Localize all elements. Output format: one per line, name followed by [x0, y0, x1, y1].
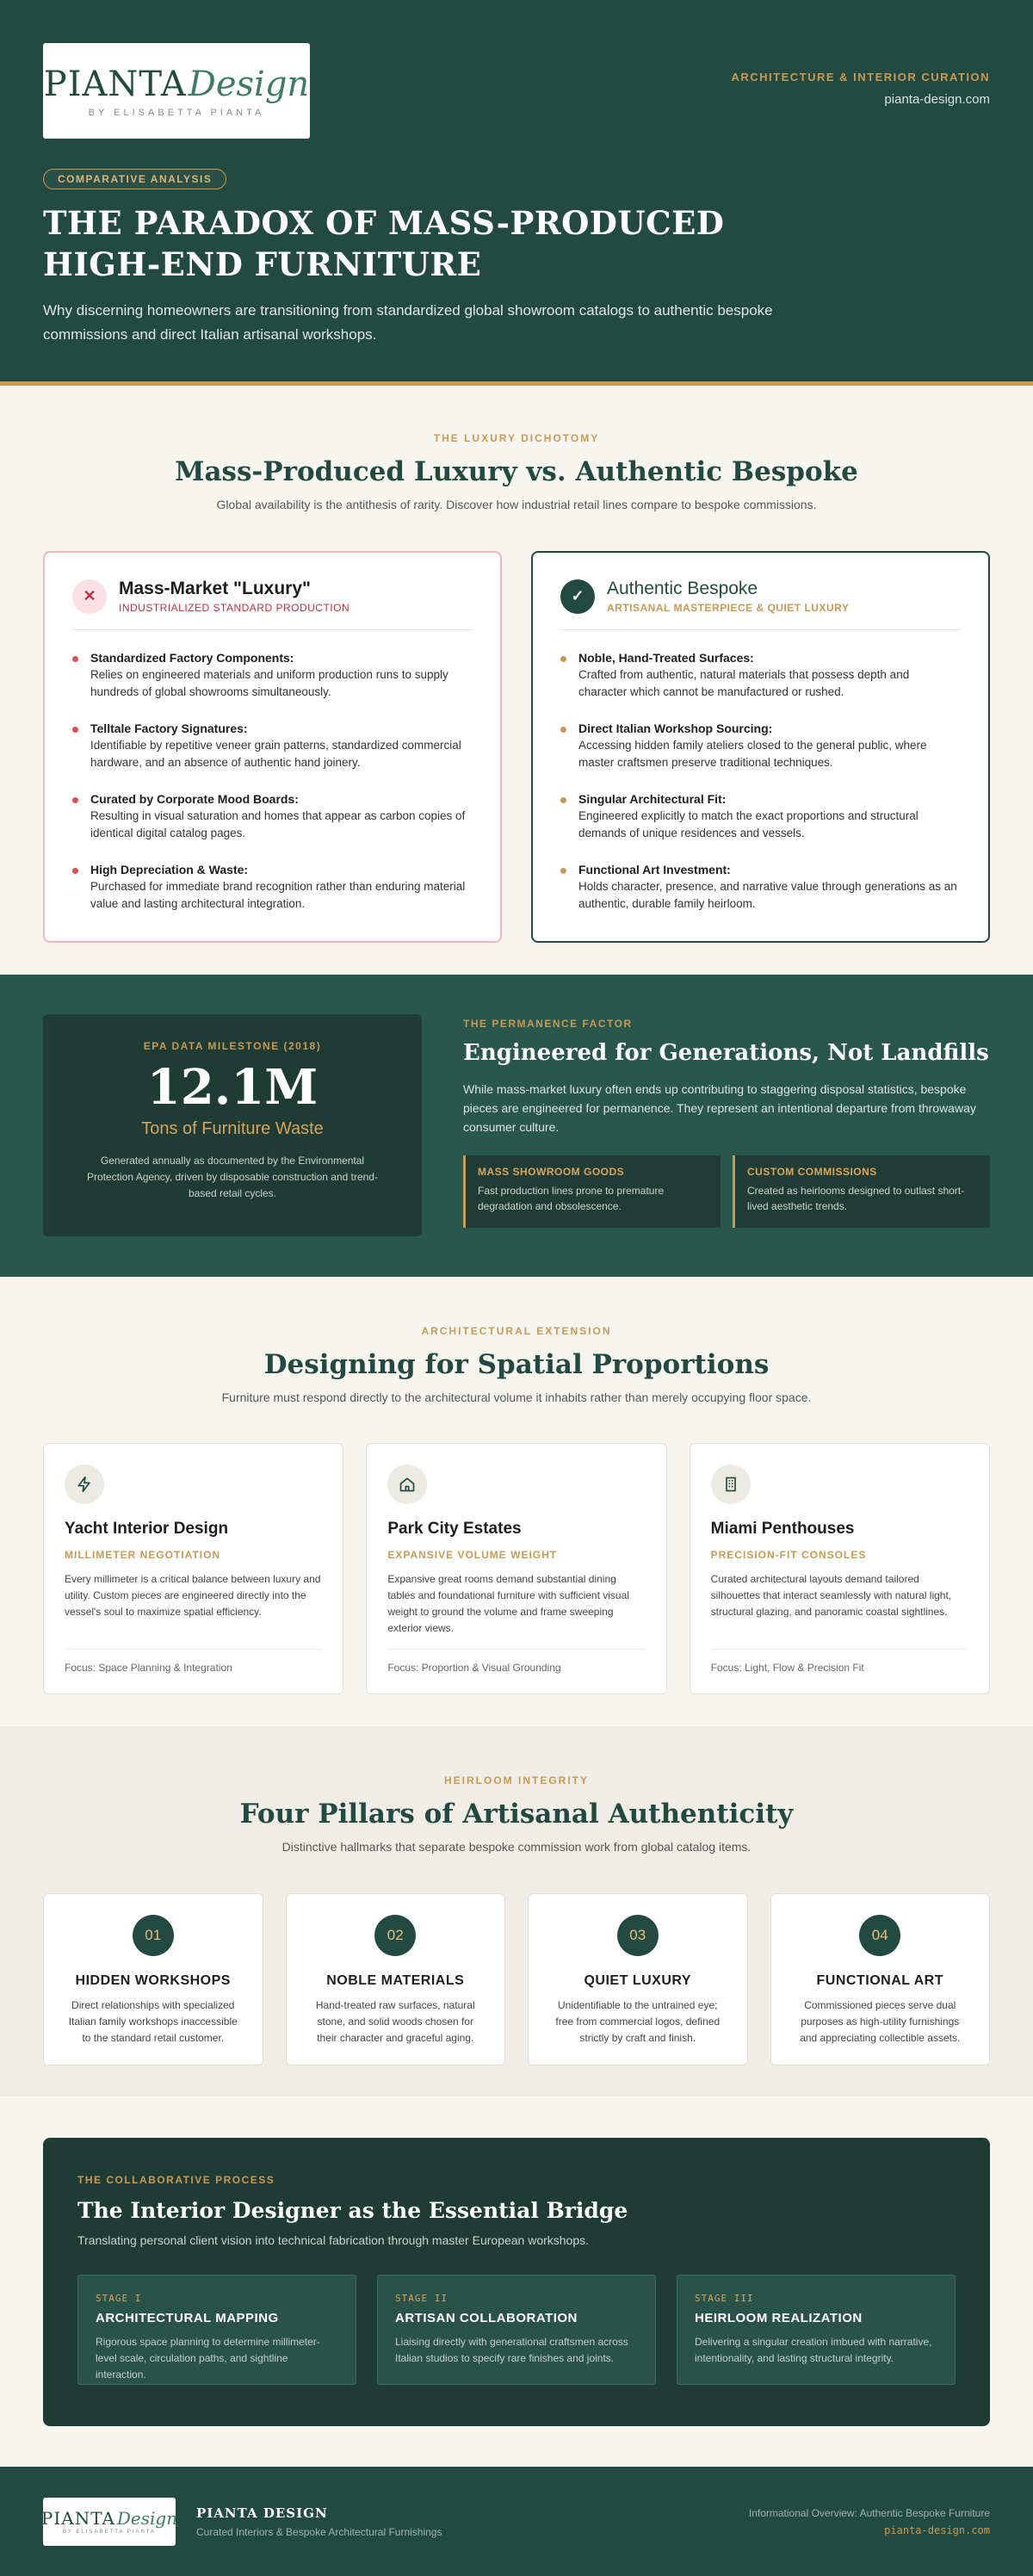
section-eyebrow: HEIRLOOM INTEGRITY [444, 1774, 589, 1786]
pillar-desc: Direct relationships with specialized Italian family workshops inaccessible to the standard retail customer. [68, 1999, 238, 2044]
stage-list [77, 2275, 956, 2385]
pillar-card [528, 1893, 748, 2065]
header-site-link[interactable]: pianta-design.com [884, 92, 990, 107]
permanence-content [463, 1014, 990, 1277]
mass-goods-box [463, 1155, 721, 1228]
header-tagline: ARCHITECTURE & INTERIOR CURATION [731, 71, 990, 84]
point-title: High Depreciation & Waste: [90, 863, 249, 876]
process-panel [43, 2138, 990, 2426]
logo-script: Design [188, 64, 310, 104]
card-focus: Focus: Space Planning & Integration [65, 1649, 322, 1674]
card-title: Yacht Interior Design [65, 1520, 229, 1538]
penthouse-card [690, 1443, 990, 1694]
point-desc: Relies on engineered materials and uniform production runs to supply hundreds of global showrooms simultaneously. [90, 668, 448, 698]
process-section [0, 2096, 1033, 2467]
stage-title: ARTISAN COLLABORATION [395, 2311, 578, 2325]
card-subtitle: PRECISION-FIT CONSOLES [710, 1549, 867, 1561]
stage-number: STAGE II [395, 2293, 448, 2304]
bullet-dot-icon [560, 727, 566, 733]
box-desc: Fast production lines prone to premature degradation and obsolescence. [478, 1185, 665, 1212]
spatial-section [0, 1277, 1033, 1726]
section-subtitle: Global availability is the antithesis of rarity. Discover how industrial retail lines compare to bespoke commissions. [216, 498, 817, 511]
header-meta [731, 71, 990, 107]
stage-desc: Delivering a singular creation imbued with narrative, intentionality, and lasting structural integrity. [695, 2336, 932, 2364]
logo-script: Design [116, 2508, 178, 2529]
stage-title: HEIRLOOM REALIZATION [695, 2311, 863, 2325]
stat-unit: Tons of Furniture Waste [141, 1119, 324, 1138]
pillar-number: 04 [859, 1915, 900, 1956]
card-desc: Expansive great rooms demand substantial dining tables and foundational furniture with sufficient visual weight to ground the volume and frame sweeping exterior views. [387, 1573, 629, 1634]
point-list [72, 651, 473, 913]
box-title: CUSTOM COMMISSIONS [747, 1166, 877, 1178]
card-subtitle: EXPANSIVE VOLUME WEIGHT [387, 1549, 558, 1561]
footer-site-link[interactable]: pianta-design.com [884, 2523, 990, 2536]
stat-value: 12.1M [146, 1059, 319, 1116]
stage-number: STAGE I [96, 2293, 142, 2304]
footer-note: Informational Overview: Authentic Bespoke Furniture [748, 2506, 990, 2519]
point-desc: Engineered explicitly to match the exact proportions and structural demands of unique residences and vessels. [578, 809, 919, 839]
card-subtitle: ARTISANAL MASTERPIECE & QUIET LUXURY [607, 602, 850, 614]
dichotomy-section [0, 386, 1033, 975]
pillar-title: QUIET LUXURY [584, 1973, 692, 1988]
sailboat-icon [65, 1464, 104, 1504]
pillar-card [770, 1893, 991, 2065]
section-eyebrow: ARCHITECTURAL EXTENSION [421, 1325, 612, 1337]
bespoke-card [531, 551, 990, 943]
section-title: Four Pillars of Artisanal Authenticity [239, 1799, 794, 1830]
page-title: THE PARADOX OF MASS-PRODUCED HIGH-END FURNITURE [43, 204, 725, 283]
page-header [0, 0, 1033, 386]
point-desc: Accessing hidden family ateliers closed to the general public, where master craftsmen preserve traditional techniques. [578, 739, 927, 769]
pillar-number: 02 [374, 1915, 416, 1956]
pillars-section [0, 1726, 1033, 2096]
section-subtitle: Furniture must respond directly to the architectural volume it inhabits rather than merely occupying floor space. [221, 1390, 812, 1404]
category-badge: COMPARATIVE ANALYSIS [43, 169, 226, 189]
footer-logo[interactable] [40, 2498, 178, 2546]
section-subtitle: Translating personal client vision into technical fabrication through master European workshops. [77, 2233, 590, 2247]
list-item [72, 792, 473, 842]
pillar-desc: Hand-treated raw surfaces, natural stone, and solid woods chosen for their character and graceful aging. [315, 1999, 475, 2044]
estate-card [366, 1443, 666, 1694]
point-title: Standardized Factory Components: [90, 651, 294, 665]
list-item [72, 721, 473, 771]
point-desc: Crafted from authentic, natural materials that possess depth and character which cannot be manufactured or rushed. [578, 668, 910, 698]
spatial-cards [0, 1443, 1033, 1694]
card-desc: Every millimeter is a critical balance between luxury and utility. Custom pieces are engineered directly into the vessel's soul to maximize spatial efficiency. [65, 1573, 321, 1618]
point-desc: Holds character, presence, and narrative value through generations as an authentic, durable family heirloom. [578, 880, 957, 910]
stat-description: Generated annually as documented by the Environmental Protection Agency, driven by disposable construction and trend-based retail cycles. [87, 1155, 378, 1199]
section-description: While mass-market luxury often ends up contributing to staggering disposal statistics, bespoke pieces are engineered for permanence. They represent an intentional departure from throwaway consumer culture. [463, 1082, 976, 1134]
section-title: Mass-Produced Luxury vs. Authentic Bespoke [175, 456, 858, 487]
pillar-number: 01 [133, 1915, 174, 1956]
bullet-dot-icon [72, 797, 78, 803]
mass-market-card [43, 551, 502, 943]
point-title: Noble, Hand-Treated Surfaces: [578, 651, 754, 665]
page-footer [0, 2467, 1033, 2576]
card-subtitle: INDUSTRIALIZED STANDARD PRODUCTION [119, 602, 350, 614]
card-header [72, 579, 473, 630]
card-title: Authentic Bespoke [607, 579, 758, 598]
stat-card [43, 1014, 422, 1236]
point-list [560, 651, 961, 913]
pillar-desc: Commissioned pieces serve dual purposes as high-utility furnishings and appreciating collectible assets. [800, 1999, 961, 2044]
cross-icon: ✕ [72, 579, 107, 614]
card-focus: Focus: Proportion & Visual Grounding [387, 1649, 645, 1674]
check-icon: ✓ [560, 579, 595, 614]
list-item [560, 792, 961, 842]
stage-desc: Rigorous space planning to determine millimeter-level scale, circulation paths, and sightline interaction. [96, 2336, 320, 2381]
comparison-grid [0, 551, 1033, 943]
pillar-title: FUNCTIONAL ART [816, 1973, 943, 1988]
logo-byline: BY ELISABETTA PIANTA [88, 107, 265, 118]
list-item [560, 721, 961, 771]
custom-commissions-box [733, 1155, 990, 1228]
pillar-desc: Unidentifiable to the untrained eye; free from commercial logos, defined strictly by craft and finish. [555, 1999, 721, 2044]
pillar-title: NOBLE MATERIALS [326, 1973, 465, 1988]
page-subtitle: Why discerning homeowners are transitioning from standardized global showroom catalogs to authentic bespoke commissions and direct Italian artisanal workshops. [43, 302, 773, 343]
yacht-card [43, 1443, 343, 1694]
box-title: MASS SHOWROOM GOODS [478, 1166, 625, 1178]
stage-card [677, 2275, 956, 2385]
stage-desc: Liaising directly with generational craftsmen across Italian studios to specify rare finishes and joints. [395, 2336, 628, 2364]
card-title: Mass-Market "Luxury" [119, 579, 311, 598]
bullet-dot-icon [72, 868, 78, 874]
bullet-dot-icon [560, 797, 566, 803]
stat-label: EPA DATA MILESTONE (2018) [143, 1040, 322, 1052]
footer-meta [749, 2507, 990, 2536]
list-item [560, 651, 961, 701]
pillar-card [43, 1893, 263, 2065]
list-item [72, 651, 473, 701]
section-title: Designing for Spatial Proportions [263, 1349, 770, 1380]
point-title: Telltale Factory Signatures: [90, 721, 248, 735]
bullet-dot-icon [72, 727, 78, 733]
brand-logo[interactable] [43, 43, 310, 139]
logo-wordmark: PIANTA [40, 2508, 115, 2529]
point-title: Functional Art Investment: [578, 863, 731, 876]
logo-byline: BY ELISABETTA PIANTA [62, 2530, 157, 2535]
section-subtitle: Distinctive hallmarks that separate bespoke commission work from global catalog items. [281, 1840, 752, 1854]
stage-number: STAGE III [695, 2293, 754, 2304]
section-title: Engineered for Generations, Not Landfills [463, 1040, 989, 1066]
card-focus: Focus: Light, Flow & Precision Fit [711, 1649, 968, 1674]
section-eyebrow: THE LUXURY DICHOTOMY [433, 432, 600, 444]
bullet-dot-icon [72, 656, 78, 662]
bullet-dot-icon [560, 656, 566, 662]
stage-card [77, 2275, 356, 2385]
card-subtitle: MILLIMETER NEGOTIATION [65, 1549, 221, 1561]
comparison-boxes [463, 1155, 990, 1228]
section-eyebrow: THE COLLABORATIVE PROCESS [77, 2174, 275, 2186]
point-title: Curated by Corporate Mood Boards: [90, 792, 299, 806]
list-item [72, 863, 473, 913]
point-title: Singular Architectural Fit: [578, 792, 727, 806]
section-title: The Interior Designer as the Essential Bridge [77, 2198, 628, 2223]
point-desc: Identifiable by repetitive veneer grain patterns, standardized commercial hardware, and an absence of authentic hand joinery. [90, 739, 461, 769]
footer-tagline: Curated Interiors & Bespoke Architectural Furnishings [196, 2525, 442, 2538]
house-icon [387, 1464, 427, 1504]
logo-wordmark: PIANTA [43, 64, 187, 104]
footer-brand [196, 2505, 442, 2538]
stage-title: ARCHITECTURAL MAPPING [96, 2311, 279, 2325]
section-eyebrow: THE PERMANENCE FACTOR [463, 1018, 633, 1030]
permanence-section [0, 975, 1033, 1277]
stage-card [377, 2275, 656, 2385]
point-desc: Purchased for immediate brand recognition rather than enduring material value and lasting architectural integration. [90, 880, 466, 910]
card-title: Miami Penthouses [710, 1520, 855, 1538]
bullet-dot-icon [560, 868, 566, 874]
card-title: Park City Estates [387, 1520, 522, 1538]
box-desc: Created as heirlooms designed to outlast short-lived aesthetic trends. [747, 1185, 965, 1212]
card-header [560, 579, 961, 630]
building-icon [711, 1464, 751, 1504]
pillar-cards [0, 1893, 1033, 2065]
pillar-title: HIDDEN WORKSHOPS [75, 1973, 231, 1988]
pillar-card [286, 1893, 506, 2065]
pillar-number: 03 [617, 1915, 659, 1956]
list-item [560, 863, 961, 913]
footer-brand-name: PIANTA DESIGN [196, 2505, 328, 2521]
card-desc: Curated architectural layouts demand tailored silhouettes that interact seamlessly with natural light, structural glazing, and panoramic coastal sightlines. [710, 1573, 952, 1618]
point-desc: Resulting in visual saturation and homes that appear as carbon copies of identical digital catalog pages. [90, 809, 466, 839]
point-title: Direct Italian Workshop Sourcing: [578, 721, 773, 735]
